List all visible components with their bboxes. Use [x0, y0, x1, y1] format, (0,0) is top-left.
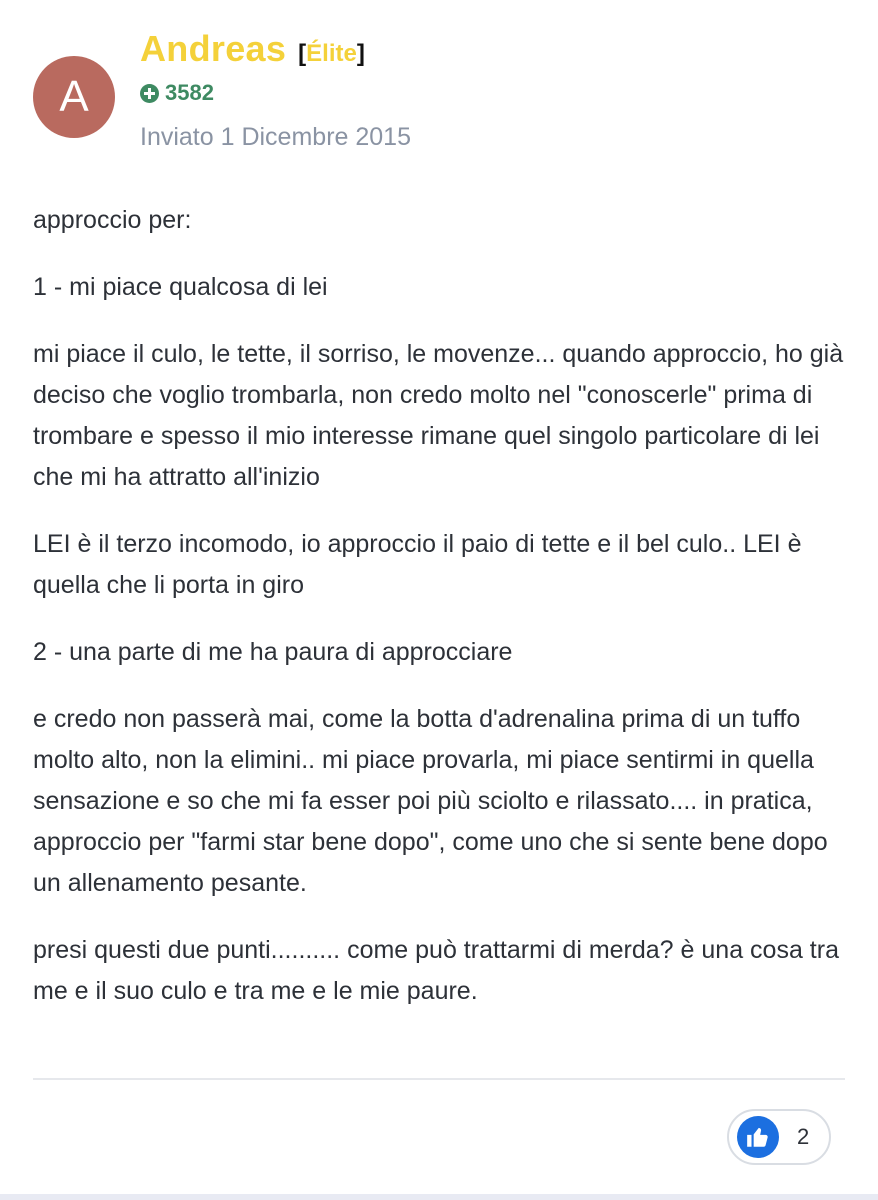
post-paragraph: LEI è il terzo incomodo, io approccio il paio di tette e il bel culo.. LEI è quella che li porta in giro — [33, 530, 802, 599]
author-name[interactable]: Andreas — [140, 28, 287, 69]
avatar-initial: A — [59, 72, 89, 121]
reaction-button[interactable] — [727, 1109, 831, 1165]
rank-badge — [298, 40, 365, 68]
reaction-count: 2 — [797, 1124, 810, 1149]
rank-open-bracket: [ — [298, 40, 307, 67]
reputation — [140, 80, 214, 106]
avatar[interactable] — [33, 56, 115, 138]
post-paragraph: presi questi due punti.......... come può trattarmi di merda? è una cosa tra me e il suo culo e tra me e le mie paure. — [33, 936, 839, 1005]
post-paragraph: approccio per: — [33, 206, 192, 234]
thumbs-up-icon — [737, 1116, 779, 1158]
author-header — [140, 28, 365, 70]
reputation-count: 3582 — [165, 80, 214, 105]
post-paragraph: 2 - una parte di me ha paura di approcciare — [33, 638, 513, 666]
post-paragraph: 1 - mi piace qualcosa di lei — [33, 273, 328, 301]
post-paragraph: e credo non passerà mai, come la botta d'adrenalina prima di un tuffo molto alto, non la elimini.. mi piace provarla, mi piace sentirmi in quella sensazione e so che mi fa esser poi più sciolto e rilassato.... in pratica, approccio per "farmi star bene dopo", come uno che si sente bene dopo un allenamento pesante. — [33, 705, 828, 897]
rank-label: Élite — [306, 40, 357, 67]
rank-close-bracket: ] — [356, 40, 365, 67]
post-date[interactable]: Inviato 1 Dicembre 2015 — [140, 123, 411, 151]
post-paragraph: mi piace il culo, le tette, il sorriso, le movenze... quando approccio, ho già deciso che voglio trombarla, non credo molto nel "conoscerle" prima di trombare e spesso il mio interesse rimane quel singolo particolare di lei che mi ha attratto all'inizio — [33, 340, 844, 491]
divider — [33, 1078, 845, 1080]
plus-circle-icon — [140, 84, 159, 103]
bottom-bar — [0, 1194, 878, 1200]
post-body — [33, 200, 853, 1038]
